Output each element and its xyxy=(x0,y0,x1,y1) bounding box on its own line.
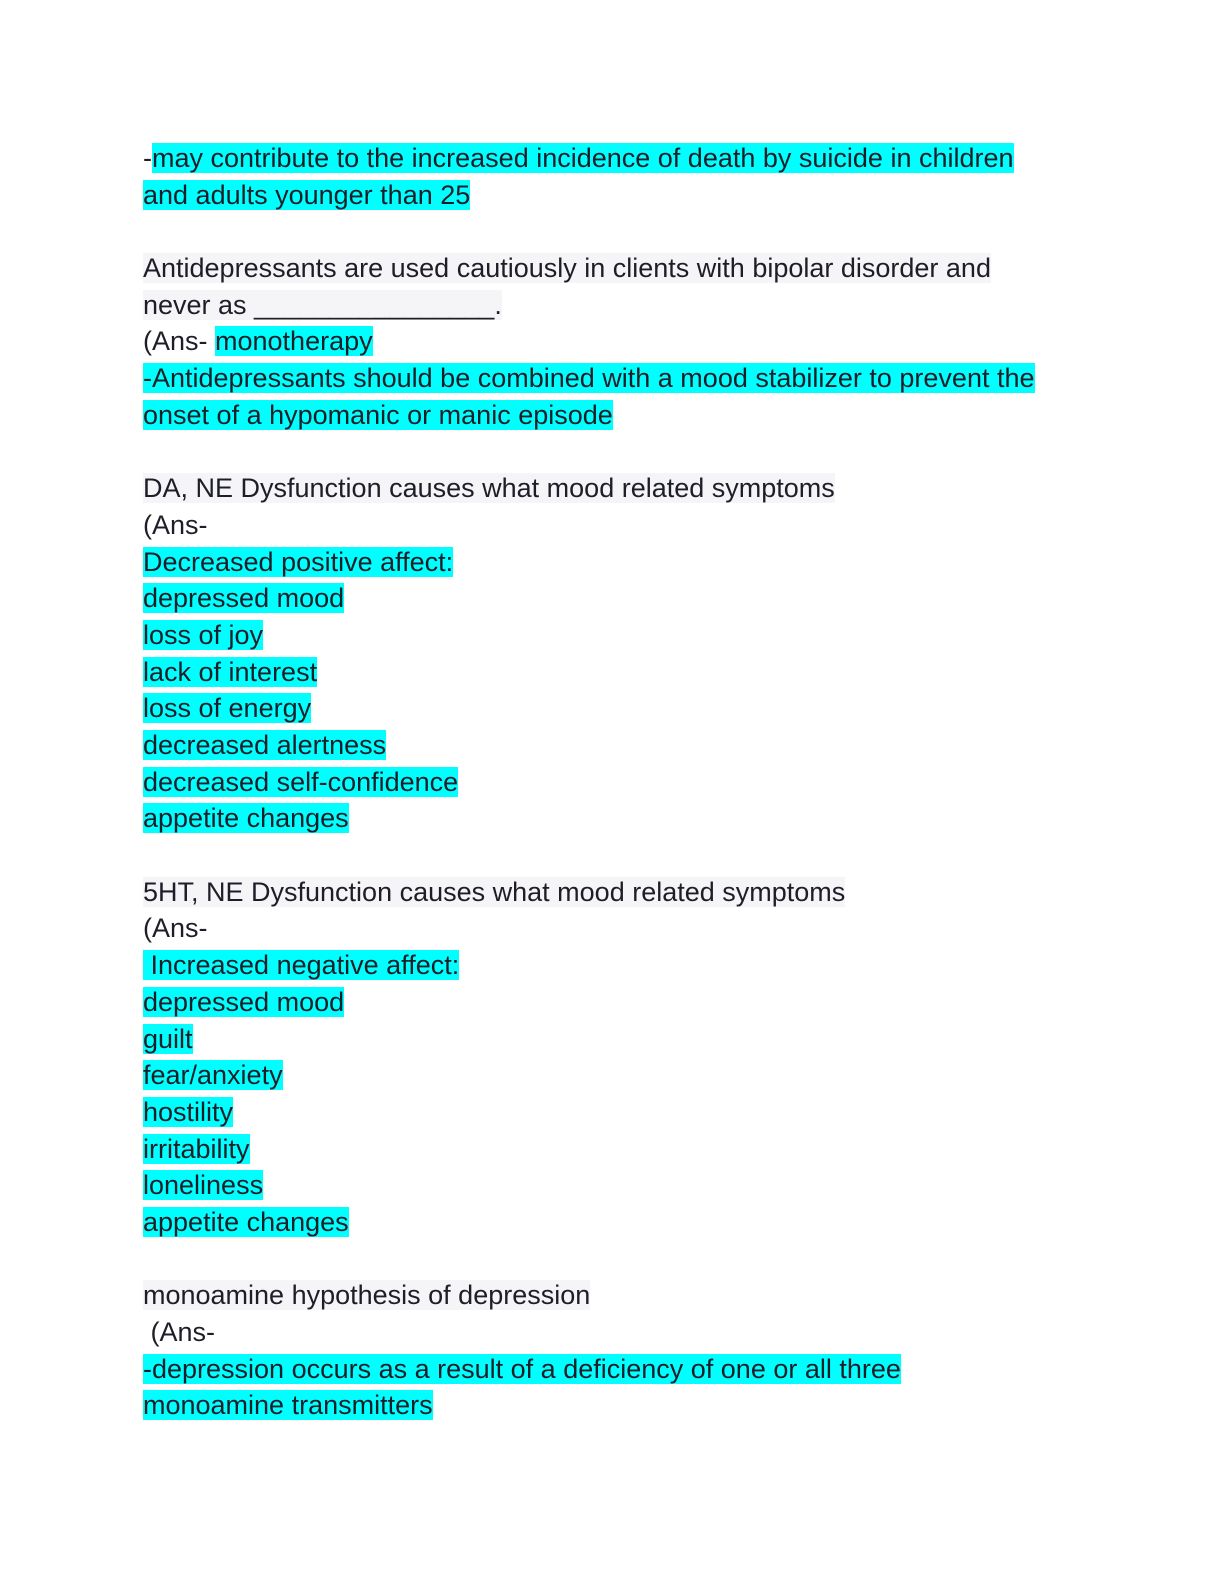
highlighted-text: -Antidepressants should be combined with a mood stabilizer to prevent the xyxy=(143,363,1035,394)
answer-line xyxy=(143,1021,1083,1058)
answer-line xyxy=(143,323,1083,360)
answer-line xyxy=(143,654,1083,691)
answer-line xyxy=(143,397,1083,434)
answer-prefix: (Ans- xyxy=(143,1317,216,1347)
question-line xyxy=(143,1277,1083,1314)
highlighted-text: appetite changes xyxy=(143,1206,349,1237)
highlighted-text: irritability xyxy=(143,1133,250,1164)
line-prefix: - xyxy=(143,143,152,173)
highlighted-text: monoamine transmitters xyxy=(143,1390,433,1421)
answer-prefix-line xyxy=(143,507,1083,544)
answer-line xyxy=(143,140,1083,177)
answer-line xyxy=(143,177,1083,214)
answer-line xyxy=(143,544,1083,581)
question-text: DA, NE Dysfunction causes what mood related symptoms xyxy=(143,473,835,504)
answer-line xyxy=(143,1167,1083,1204)
paragraph-gap xyxy=(143,213,1083,250)
highlighted-text: decreased alertness xyxy=(143,730,387,760)
answer-prefix-line xyxy=(143,1314,1083,1351)
highlighted-text: Increased negative affect: xyxy=(143,950,460,981)
highlighted-text: loss of joy xyxy=(143,619,264,650)
paragraph-gap xyxy=(143,434,1083,471)
paragraph-gap xyxy=(143,837,1083,874)
highlighted-text: guilt xyxy=(143,1023,193,1054)
highlighted-text: loneliness xyxy=(143,1170,264,1201)
highlighted-text: fear/anxiety xyxy=(143,1060,283,1091)
answer-line xyxy=(143,800,1083,837)
answer-line xyxy=(143,984,1083,1021)
highlighted-text: lack of interest xyxy=(143,656,318,687)
answer-line xyxy=(143,1387,1083,1424)
question-text: monoamine hypothesis of depression xyxy=(143,1280,591,1311)
answer-line xyxy=(143,580,1083,617)
answer-line xyxy=(143,1094,1083,1131)
highlighted-text: monotherapy xyxy=(215,326,373,357)
answer-prefix: (Ans- xyxy=(143,913,208,944)
paragraph-gap xyxy=(143,1241,1083,1278)
answer-line xyxy=(143,617,1083,654)
question-text: never as ________________. xyxy=(143,289,502,320)
answer-line xyxy=(143,947,1083,984)
question-line xyxy=(143,874,1083,911)
highlighted-text: appetite changes xyxy=(143,803,349,834)
question-line xyxy=(143,250,1083,287)
highlighted-text: -depression occurs as a result of a deficiency of one or all three xyxy=(143,1353,901,1384)
highlighted-text: onset of a hypomanic or manic episode xyxy=(143,399,613,430)
answer-line xyxy=(143,727,1083,764)
answer-line xyxy=(143,1057,1083,1094)
highlighted-text: hostility xyxy=(143,1096,234,1127)
answer-prefix: (Ans- xyxy=(143,509,208,540)
question-line xyxy=(143,470,1083,507)
answer-line xyxy=(143,1204,1083,1241)
question-line xyxy=(143,287,1083,324)
document-page xyxy=(143,140,1083,1424)
answer-line xyxy=(143,764,1083,801)
answer-line xyxy=(143,690,1083,727)
highlighted-text: decreased self-confidence xyxy=(143,766,459,797)
highlighted-text: and adults younger than 25 xyxy=(143,179,471,210)
question-text: Antidepressants are used cautiously in clients with bipolar disorder and xyxy=(143,253,991,284)
answer-prefix: (Ans- xyxy=(143,326,216,357)
answer-line xyxy=(143,1131,1083,1168)
highlighted-text: may contribute to the increased incidence of death by suicide in children xyxy=(152,143,1014,173)
highlighted-text: Decreased positive affect: xyxy=(143,546,454,577)
question-text: 5HT, NE Dysfunction causes what mood related symptoms xyxy=(143,876,846,907)
answer-line xyxy=(143,1351,1083,1388)
highlighted-text: depressed mood xyxy=(143,583,345,614)
highlighted-text: depressed mood xyxy=(143,986,345,1017)
answer-prefix-line xyxy=(143,910,1083,947)
highlighted-text: loss of energy xyxy=(143,693,312,724)
answer-line xyxy=(143,360,1083,397)
